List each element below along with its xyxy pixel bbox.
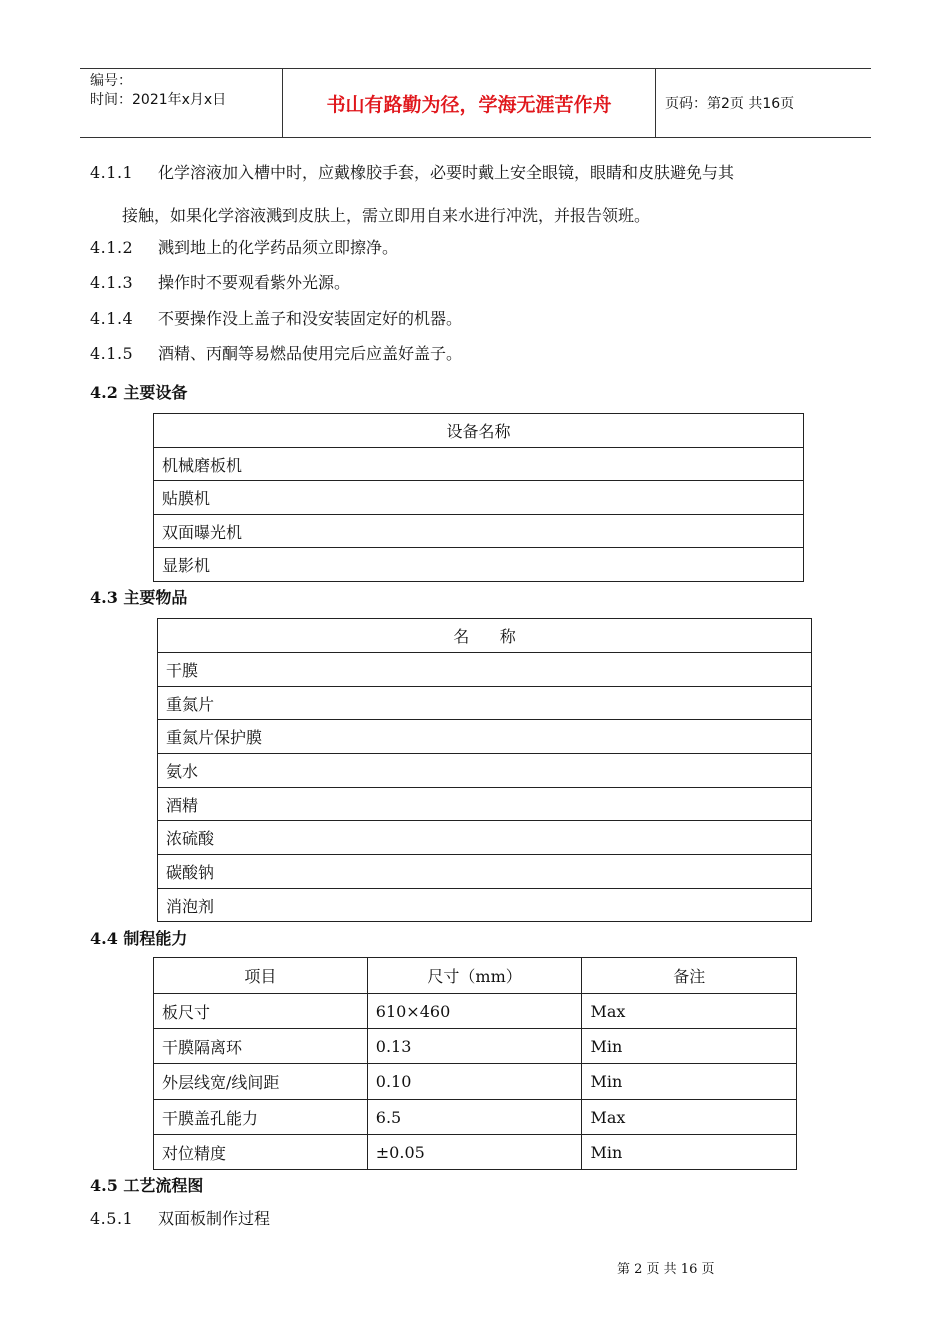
materials-row: 酒精 [158,788,812,821]
safety-item [90,238,398,258]
safety-item-text: 化学溶液加入槽中时，应戴橡胶手套，必要时戴上安全眼镜，眼睛和皮肤避免与其 [158,163,735,182]
capability-cell-size: 610×460 [367,994,582,1029]
capability-cell-size: 6.5 [367,1100,582,1135]
materials-row: 氨水 [158,754,812,788]
flow-subsection [90,1209,270,1229]
safety-item-number: 4.1.5 [90,344,134,363]
capability-cell-item: 外层线宽/线间距 [154,1064,368,1100]
materials-row: 重氮片 [158,687,812,720]
capability-header-item: 项目 [154,958,368,994]
flow-subsection-number: 4.5.1 [90,1209,134,1228]
section-title-equipment: 4.2 主要设备 [90,383,188,402]
materials-row: 浓硫酸 [158,821,812,855]
page-footer: 第 2 页 共 16 页 [617,1262,715,1277]
capability-cell-item: 对位精度 [154,1135,368,1170]
materials-row: 干膜 [158,653,812,687]
capability-cell-note: Min [582,1029,797,1064]
capability-cell-item: 干膜隔离环 [154,1029,368,1064]
capability-header-size: 尺寸（mm） [367,958,582,994]
section-title-flow: 4.5 工艺流程图 [90,1176,204,1195]
safety-item-text: 不要操作没上盖子和没安装固定好的机器。 [158,309,463,328]
equipment-row: 显影机 [154,548,804,582]
table-row [154,1100,797,1135]
safety-item-text: 酒精、丙酮等易燃品使用完后应盖好盖子。 [158,344,463,363]
capability-cell-size: 0.13 [367,1029,582,1064]
capability-cell-size: ±0.05 [367,1135,582,1170]
capability-header-note: 备注 [582,958,797,994]
header-motto: 书山有路勤为径，学海无涯苦作舟 [283,69,656,137]
capability-cell-note: Min [582,1135,797,1170]
safety-item [90,309,462,329]
materials-row: 重氮片保护膜 [158,720,812,754]
document-header [80,68,871,138]
safety-item-text: 操作时不要观看紫外光源。 [158,273,351,292]
equipment-table [153,413,804,582]
table-row [154,1135,797,1170]
safety-item-number: 4.1.2 [90,238,134,257]
safety-item-number: 4.1.1 [90,163,134,182]
equipment-row: 机械磨板机 [154,448,804,481]
safety-item-continuation: 接触，如果化学溶液溅到皮肤上，需立即用自来水进行冲洗，并报告领班。 [122,206,651,225]
materials-header: 名 称 [158,619,812,653]
table-row [154,994,797,1029]
capability-cell-note: Min [582,1064,797,1100]
header-page: 页码：第2页 共16页 [665,96,795,112]
capability-cell-note: Max [582,1100,797,1135]
header-meta [80,69,283,137]
safety-item [90,273,350,293]
capability-cell-size: 0.10 [367,1064,582,1100]
section-title-materials: 4.3 主要物品 [90,588,188,607]
materials-table [157,618,812,922]
capability-cell-item: 干膜盖孔能力 [154,1100,368,1135]
safety-item [90,344,462,364]
table-row [154,1029,797,1064]
header-time: 时间：2021年x月x日 [90,92,227,108]
safety-item-number: 4.1.3 [90,273,134,292]
safety-item [90,163,734,183]
header-number: 编号： [90,73,132,89]
equipment-header: 设备名称 [154,414,804,448]
materials-row: 消泡剂 [158,889,812,922]
equipment-row: 双面曝光机 [154,515,804,548]
equipment-row: 贴膜机 [154,481,804,515]
capability-table [153,957,797,1170]
table-row [154,1064,797,1100]
safety-item-number: 4.1.4 [90,309,134,328]
flow-subsection-text: 双面板制作过程 [158,1209,271,1228]
capability-cell-item: 板尺寸 [154,994,368,1029]
section-title-capability: 4.4 制程能力 [90,929,188,948]
capability-cell-note: Max [582,994,797,1029]
materials-row: 碳酸钠 [158,855,812,889]
safety-item-text: 溅到地上的化学药品须立即擦净。 [158,238,399,257]
